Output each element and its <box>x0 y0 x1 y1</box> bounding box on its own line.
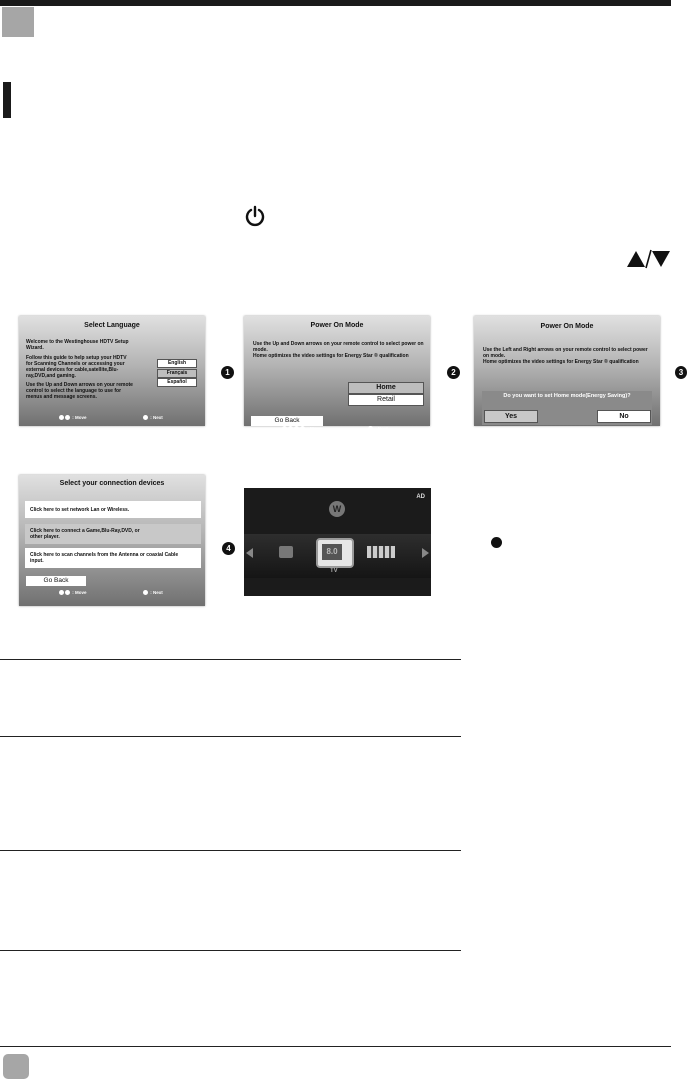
down-key-icon <box>512 432 517 437</box>
up-key-icon <box>518 432 523 437</box>
left-arrow-icon[interactable] <box>246 548 253 558</box>
divider-3 <box>0 850 461 851</box>
right-key-icon <box>288 426 293 431</box>
nav-next: : Next <box>143 590 163 595</box>
nav-next-label: Next <box>378 426 388 431</box>
source-icon[interactable] <box>279 546 293 558</box>
nav-next-label: Next <box>153 415 163 420</box>
confirm-question: Do you want to set Home mode(Energy Saving)? <box>503 393 631 399</box>
divider-2 <box>0 736 461 737</box>
ok-key-icon <box>143 590 148 595</box>
top-rule <box>0 0 671 6</box>
confirm-dialog <box>482 391 652 425</box>
power-mode-text2: Home optimizes the video settings for Energy Star ® qualification <box>253 353 409 359</box>
nav-move-label: Move <box>75 415 87 420</box>
scan-channels-option[interactable] <box>25 548 201 568</box>
step-badge-1: 1 <box>221 366 234 379</box>
instruction-text: Use the Up and Down arrows on your remote control to select the language to use for menus and message screens. <box>26 382 133 400</box>
power-mode-confirm-title: Power On Mode <box>540 323 594 330</box>
power-mode-confirm-text: Use the Left and Right arrows on your remote control to select power on mode. <box>483 347 648 359</box>
page-number-marker <box>3 1054 29 1079</box>
step-badge-3: 3 <box>675 366 687 379</box>
ok-key-icon <box>143 415 148 420</box>
ok-key-icon <box>596 432 601 437</box>
step-badge-2: 2 <box>447 366 460 379</box>
nav-move-label: Move <box>528 432 540 437</box>
nav-next: : Next <box>368 426 388 431</box>
tv-screen: 8.0 <box>322 544 342 560</box>
language-option-espanol[interactable]: Español <box>157 378 197 387</box>
nav-move: : Move <box>282 426 322 431</box>
yes-button[interactable]: Yes <box>484 410 538 423</box>
nav-move: : Move <box>512 432 540 437</box>
connection-devices-screen <box>19 475 205 606</box>
network-option[interactable] <box>25 501 201 518</box>
guide-text: Follow this guide to help setup your HDTV for Scanning Channels or accessing your external devices for cable,satellite,Blu-ray,DVD,and gaming. <box>26 355 127 379</box>
nav-move-label: Move <box>75 590 87 595</box>
power-mode-screen <box>244 316 430 431</box>
go-back-button[interactable]: Go Back <box>26 576 86 586</box>
player-option-label: Click here to connect a Game,Blu-Ray,DVD, or other player. <box>30 528 140 540</box>
language-option-english[interactable]: English <box>157 359 197 368</box>
down-key-icon <box>59 415 64 420</box>
up-down-arrow-icon <box>626 249 670 269</box>
home-menu-screen <box>244 488 431 596</box>
divider-1 <box>0 659 461 660</box>
nav-next-label: Next <box>153 590 163 595</box>
section-marker <box>3 82 11 118</box>
player-option[interactable] <box>25 524 201 544</box>
power-mode-text: Use the Up and Down arrows on your remote control to select power on mode. <box>253 341 424 353</box>
scan-channels-option-label: Click here to scan channels from the Antenna or coaxial Cable input. <box>30 552 179 564</box>
power-mode-confirm-text2: Home optimizes the video settings for Energy Star ® qualification <box>483 359 639 365</box>
home-option[interactable]: Home <box>348 382 424 394</box>
connection-title: Select your connection devices <box>59 480 165 487</box>
go-back-button[interactable]: Go Back <box>251 416 323 426</box>
nav-move-label: Move <box>310 426 322 431</box>
nav-next: : Next <box>596 432 616 437</box>
nav-move: : Move <box>59 415 87 420</box>
bullet-icon <box>491 537 502 548</box>
retail-option[interactable]: Retail <box>348 394 424 406</box>
no-button[interactable]: No <box>597 410 651 423</box>
language-screen <box>19 316 205 426</box>
power-icon <box>244 205 266 227</box>
welcome-text: Welcome to the Westinghouse HDTV Setup Wizard. <box>26 339 129 351</box>
language-title: Select Language <box>84 322 140 329</box>
left-key-icon <box>282 426 287 431</box>
right-arrow-icon[interactable] <box>422 548 429 558</box>
nav-next-label: Next <box>606 432 616 437</box>
up-key-icon <box>300 426 305 431</box>
up-key-icon <box>65 415 70 420</box>
down-key-icon <box>59 590 64 595</box>
apps-icon[interactable] <box>367 546 395 558</box>
power-mode-confirm-screen <box>474 316 660 437</box>
tv-icon[interactable] <box>316 538 354 568</box>
tv-label: TV <box>330 568 338 574</box>
divider-4 <box>0 950 461 951</box>
westinghouse-logo: W <box>329 501 345 517</box>
footer-rule <box>0 1046 671 1047</box>
nav-move: : Move <box>59 590 87 595</box>
power-mode-title: Power On Mode <box>310 322 364 329</box>
network-option-label: Click here to set network Lan or Wireless. <box>30 507 130 513</box>
language-option-francais[interactable]: Français <box>157 369 197 378</box>
up-key-icon <box>65 590 70 595</box>
nav-next: : Next <box>143 415 163 420</box>
chapter-marker <box>2 7 34 37</box>
step-badge-4: 4 <box>222 542 235 555</box>
down-key-icon <box>294 426 299 431</box>
corner-text: AD <box>416 494 425 500</box>
ok-key-icon <box>368 426 373 431</box>
